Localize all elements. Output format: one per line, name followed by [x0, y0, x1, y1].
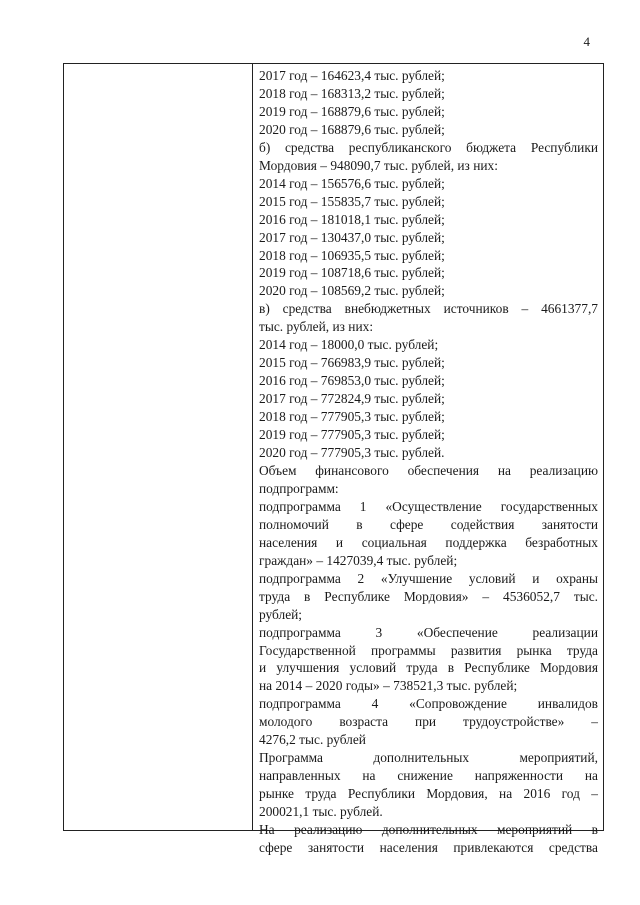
text-line: 2015 год – 766983,9 тыс. рублей;: [259, 355, 445, 371]
text-line: подпрограмм:: [259, 480, 339, 496]
text-line: 2019 год – 108718,6 тыс. рублей;: [259, 265, 445, 281]
text-line: Объем финансового обеспечения на реализацию: [259, 462, 598, 478]
text-line: б) средства республиканского бюджета Республики: [259, 139, 598, 155]
text-line: труда в Республике Мордовия» – 4536052,7 тыс.: [259, 588, 598, 604]
text-line: населения и социальная поддержка безработных: [259, 534, 598, 550]
text-line: 2019 год – 168879,6 тыс. рублей;: [259, 103, 445, 119]
text-line: 2019 год – 777905,3 тыс. рублей;: [259, 427, 445, 443]
text-line: 2017 год – 772824,9 тыс. рублей;: [259, 391, 445, 407]
table-right-column: [253, 64, 603, 855]
text-line: Мордовия – 948090,7 тыс. рублей, из них:: [259, 157, 498, 173]
text-line: направленных на снижение напряженности на: [259, 768, 598, 784]
table-left-column: [64, 64, 253, 830]
text-line: подпрограмма 1 «Осуществление государственных: [259, 498, 598, 514]
text-line: Государственной программы развития рынка труда: [259, 642, 598, 658]
text-line: тыс. рублей, из них:: [259, 319, 374, 335]
text-line: Программа дополнительных мероприятий,: [259, 750, 598, 766]
text-line: сфере занятости населения привлекаются средства: [259, 839, 598, 855]
program-table: [63, 63, 604, 855]
text-line: рублей;: [259, 606, 303, 622]
text-line: 2016 год – 769853,0 тыс. рублей;: [259, 373, 445, 389]
text-line: 2017 год – 130437,0 тыс. рублей;: [259, 229, 445, 245]
text-line: в) средства внебюджетных источников – 4661377,7: [259, 301, 598, 317]
text-line: рынке труда Республики Мордовия, на 2016 год –: [259, 786, 598, 802]
text-line: молодого возраста при трудоустройстве» –: [259, 714, 598, 730]
text-line: граждан» – 1427039,4 тыс. рублей;: [259, 552, 458, 568]
text-line: 2020 год – 108569,2 тыс. рублей;: [259, 283, 445, 299]
text-line: 2015 год – 155835,7 тыс. рублей;: [259, 193, 445, 209]
text-line: подпрограмма 2 «Улучшение условий и охраны: [259, 570, 598, 586]
text-line: 2017 год – 164623,4 тыс. рублей;: [259, 68, 445, 83]
text-line: 200021,1 тыс. рублей.: [259, 804, 383, 820]
text-line: 4276,2 тыс. рублей: [259, 732, 366, 748]
page-number: 4: [583, 34, 590, 49]
text-line: полномочий в сфере содействия занятости: [259, 516, 598, 532]
text-line: подпрограмма 3 «Обеспечение реализации: [259, 624, 598, 640]
text-line: 2018 год – 106935,5 тыс. рублей;: [259, 247, 445, 263]
text-line: 2014 год – 156576,6 тыс. рублей;: [259, 175, 445, 191]
text-line: и улучшения условий труда в Республике Мордовия: [259, 660, 598, 676]
text-line: 2020 год – 168879,6 тыс. рублей;: [259, 121, 445, 137]
text-line: на 2014 – 2020 годы» – 738521,3 тыс. рублей;: [259, 678, 518, 694]
text-line: 2020 год – 777905,3 тыс. рублей.: [259, 445, 445, 461]
text-line: подпрограмма 4 «Сопровождение инвалидов: [259, 696, 598, 712]
text-line: 2016 год – 181018,1 тыс. рублей;: [259, 211, 445, 227]
text-line: На реализацию дополнительных мероприятий в: [259, 822, 598, 838]
text-line: 2018 год – 168313,2 тыс. рублей;: [259, 85, 445, 101]
text-line: 2018 год – 777905,3 тыс. рублей;: [259, 409, 445, 425]
text-line: 2014 год – 18000,0 тыс. рублей;: [259, 337, 439, 353]
